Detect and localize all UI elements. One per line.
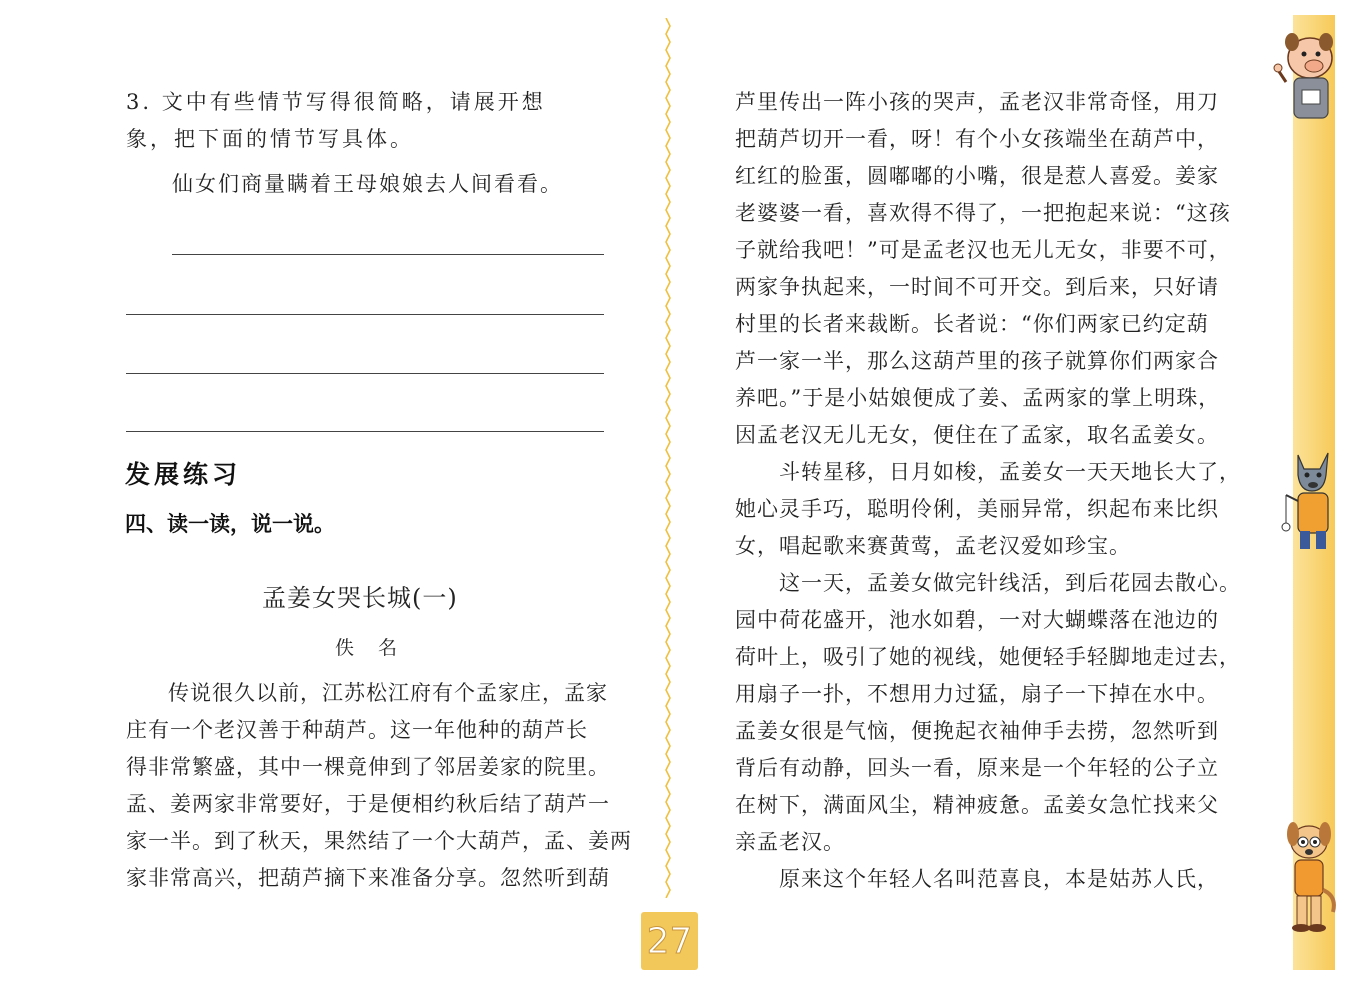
page-number: 27 — [646, 920, 693, 962]
wolf-mascot-icon — [1280, 445, 1344, 555]
story-line: 在树下，满面风尘，精神疲惫。孟姜女急忙找来父 — [735, 793, 1219, 817]
story-line: 园中荷花盛开，池水如碧，一对大蝴蝶落在池边的 — [735, 608, 1219, 632]
story-line: 庄有一个老汉善于种葫芦。这一年他种的葫芦长 — [126, 718, 588, 742]
story-line: 子就给我吧！”可是孟老汉也无儿无女，非要不可， — [735, 238, 1231, 262]
story-line: 芦里传出一阵小孩的哭声，孟老汉非常奇怪，用刀 — [735, 90, 1219, 114]
story-line: 养吧。”于是小姑娘便成了姜、孟两家的掌上明珠， — [735, 386, 1221, 410]
story-line: 女，唱起歌来赛黄莺，孟老汉爱如珍宝。 — [735, 534, 1131, 558]
story-line: 两家争执起来，一时间不可开交。到后来，只好请 — [735, 275, 1219, 299]
story-line: 孟、姜两家非常要好，于是便相约秋后结了葫芦一 — [126, 792, 610, 816]
question-3-line: 象，把下面的情节写具体。 — [126, 127, 414, 151]
story-line: 芦一家一半，那么这葫芦里的孩子就算你们两家合 — [735, 349, 1219, 373]
section-four-heading: 四、读一读，说一说。 — [125, 512, 335, 536]
story-line: 用扇子一扑，不想用力过猛，扇子一下掉在水中。 — [735, 682, 1219, 706]
question-3-prompt: 仙女们商量瞒着王母娘娘去人间看看。 — [172, 172, 563, 196]
story-line: 家一半。到了秋天，果然结了一个大葫芦，孟、姜两 — [126, 829, 632, 853]
story-line: 传说很久以前，江苏松江府有个孟家庄，孟家 — [168, 681, 608, 705]
story-author: 佚名 — [335, 637, 422, 659]
story-line: 老婆婆一看，喜欢得不得了，一把抱起来说：“这孩 — [735, 201, 1231, 225]
story-title: 孟姜女哭长城(一) — [262, 584, 458, 612]
story-line: 背后有动静，回头一看，原来是一个年轻的公子立 — [735, 756, 1219, 780]
story-line: 这一天，孟姜女做完针线活，到后花园去散心。 — [735, 571, 1241, 595]
story-line: 得非常繁盛，其中一棵竟伸到了邻居姜家的院里。 — [126, 755, 610, 779]
pig-mascot-icon — [1272, 30, 1342, 130]
story-line: 因孟老汉无儿无女，便住在了孟家，取名孟姜女。 — [735, 423, 1219, 447]
story-text-left — [126, 675, 632, 897]
story-text-right — [735, 84, 1241, 898]
question-3 — [126, 84, 611, 158]
answer-line[interactable] — [126, 314, 604, 315]
story-line: 斗转星移，日月如梭，孟姜女一天天地长大了， — [735, 460, 1241, 484]
story-line: 原来这个年轻人名叫范喜良，本是姑苏人氏， — [735, 867, 1219, 891]
story-line: 荷叶上，吸引了她的视线，她便轻手轻脚地走过去， — [735, 645, 1241, 669]
answer-line[interactable] — [126, 373, 604, 374]
story-line: 她心灵手巧，聪明伶俐，美丽异常，织起布来比织 — [735, 497, 1219, 521]
development-heading: 发展练习 — [125, 460, 242, 489]
dog-mascot-icon — [1275, 820, 1341, 940]
page-number-badge — [641, 912, 698, 970]
answer-line[interactable] — [172, 254, 604, 255]
answer-line[interactable] — [126, 431, 604, 432]
story-line: 红红的脸蛋，圆嘟嘟的小嘴，很是惹人喜爱。姜家 — [735, 164, 1219, 188]
question-3-line: 3. 文中有些情节写得很简略，请展开想 — [126, 90, 546, 114]
story-line: 孟姜女很是气恼，便挽起衣袖伸手去捞，忽然听到 — [735, 719, 1219, 743]
page-divider — [664, 18, 672, 898]
story-line: 村里的长者来裁断。长者说：“你们两家已约定葫 — [735, 312, 1209, 336]
story-line: 亲孟老汉。 — [735, 830, 845, 854]
story-line: 家非常高兴，把葫芦摘下来准备分享。忽然听到葫 — [126, 866, 610, 890]
story-line: 把葫芦切开一看，呀！有个小女孩端坐在葫芦中， — [735, 127, 1219, 151]
